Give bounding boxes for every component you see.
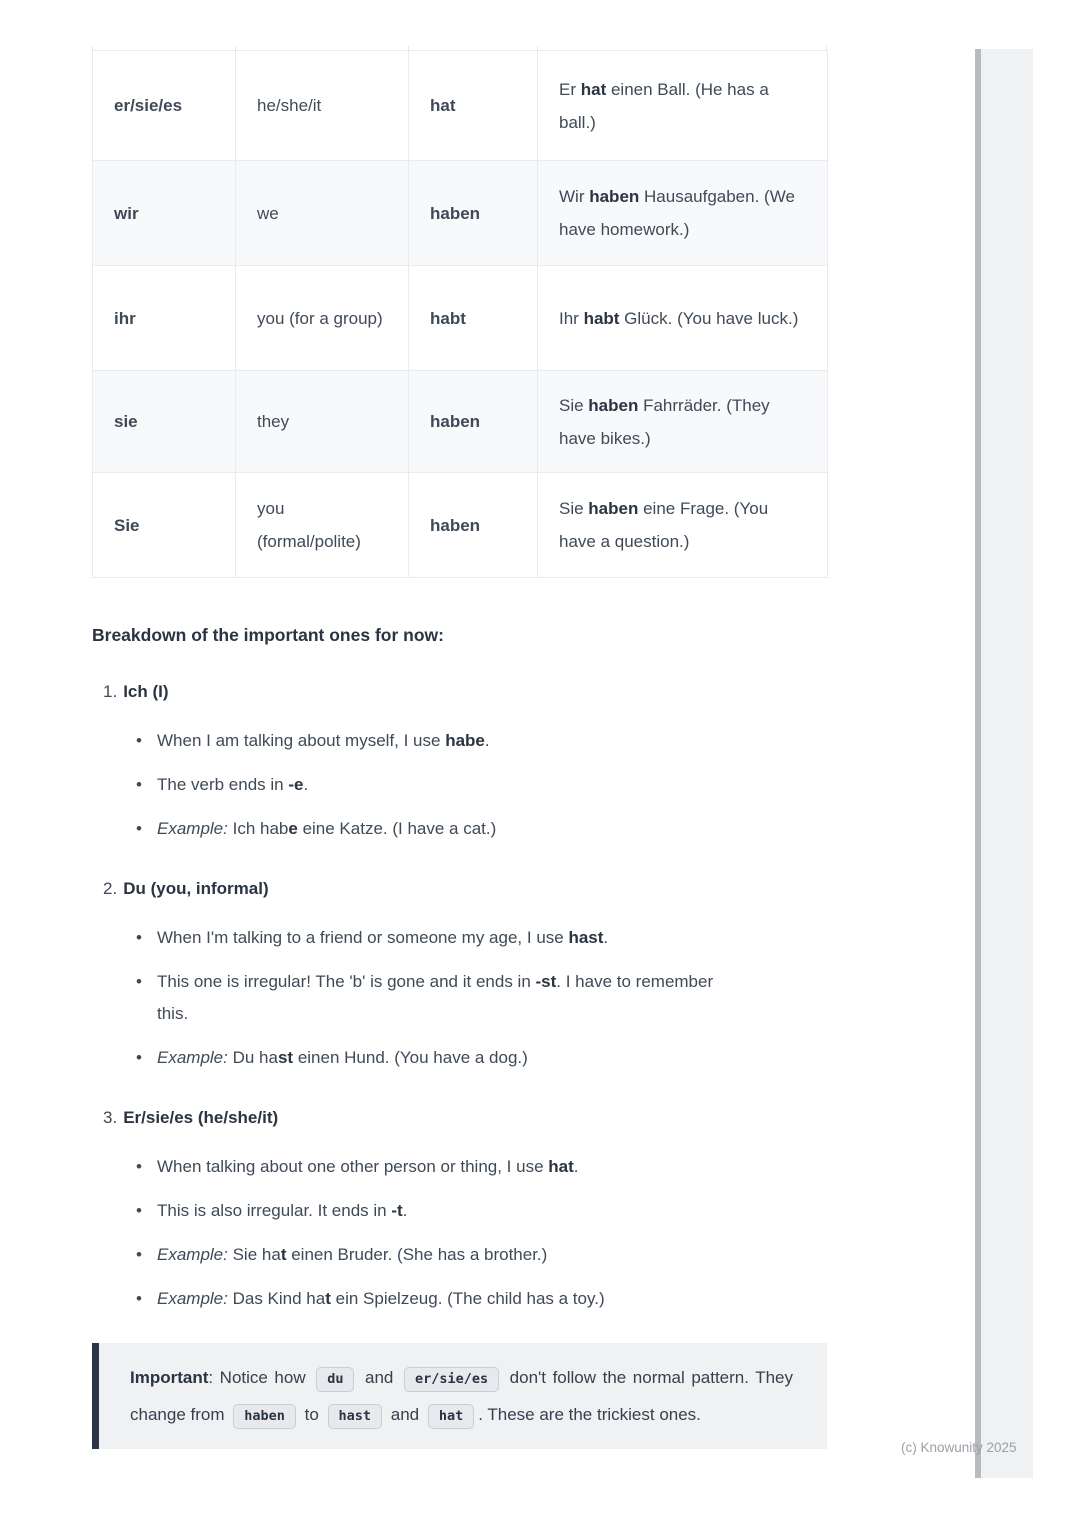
scrollbar-track[interactable] bbox=[975, 49, 1033, 1478]
callout-segment: and bbox=[386, 1405, 424, 1424]
example-text: Sie bbox=[559, 395, 589, 415]
table-cutoff-row bbox=[92, 0, 827, 50]
callout-label: Important bbox=[130, 1368, 209, 1387]
list-item bbox=[135, 725, 743, 757]
bullet-bold: -e bbox=[288, 775, 304, 794]
code-chip-hat: hat bbox=[428, 1404, 474, 1429]
list-item bbox=[135, 1283, 743, 1315]
cell-english: he/she/it bbox=[236, 51, 409, 161]
cell-example bbox=[538, 371, 828, 473]
bullet-italic: Example: bbox=[157, 1245, 228, 1264]
example-verb: hat bbox=[580, 79, 607, 99]
bullet-text: Das Kind ha bbox=[227, 1289, 326, 1308]
cell-pronoun: wir bbox=[93, 161, 236, 266]
bullet-italic: Example: bbox=[157, 1048, 228, 1067]
section-number: 2. bbox=[103, 879, 118, 898]
table-row bbox=[93, 266, 828, 371]
bullet-bold: hat bbox=[548, 1157, 574, 1176]
code-chip-haben: haben bbox=[233, 1404, 296, 1429]
bullet-bold: t bbox=[325, 1289, 331, 1308]
bullet-text: Sie ha bbox=[227, 1245, 281, 1264]
example-verb: habt bbox=[583, 308, 620, 328]
cell-english: we bbox=[236, 161, 409, 266]
table-border-stub bbox=[235, 46, 236, 50]
bullet-text: . bbox=[402, 1201, 408, 1220]
code-chip-er-sie-es: er/sie/es bbox=[404, 1367, 499, 1392]
cell-example bbox=[538, 266, 828, 371]
bullet-text: The verb ends in bbox=[157, 775, 289, 794]
example-text: Wir bbox=[559, 187, 590, 206]
example-text: einen Ball. (He has a ball.) bbox=[559, 79, 769, 132]
bullet-italic: Example: bbox=[157, 1289, 228, 1308]
cell-verb: haben bbox=[409, 473, 538, 578]
bullet-bold: -st bbox=[535, 972, 557, 991]
bullet-text: . bbox=[573, 1157, 579, 1176]
bullet-text: eine Katze. (I have a cat.) bbox=[297, 819, 497, 838]
important-callout bbox=[92, 1343, 827, 1449]
callout-segment: . These are the trickiest ones. bbox=[478, 1405, 701, 1424]
list-item bbox=[135, 922, 743, 954]
cell-verb: habt bbox=[409, 266, 538, 371]
list-item bbox=[135, 813, 743, 845]
example-text: Sie bbox=[559, 499, 589, 518]
example-text: Glück. (You have luck.) bbox=[619, 308, 799, 328]
example-verb: haben bbox=[588, 499, 639, 518]
scrollbar-thumb[interactable] bbox=[975, 49, 981, 1478]
section-number: 3. bbox=[103, 1108, 118, 1127]
callout-segment: don't follow the normal pattern. They change from bbox=[130, 1368, 794, 1424]
cell-pronoun: Sie bbox=[93, 473, 236, 578]
bullet-text: . bbox=[484, 731, 490, 750]
bullet-text: . I have to remember this. bbox=[157, 972, 714, 1023]
cell-example bbox=[538, 161, 828, 266]
bullet-text: . bbox=[303, 775, 309, 794]
breakdown-heading: Breakdown of the important ones for now: bbox=[92, 625, 444, 645]
callout-text bbox=[130, 1359, 793, 1433]
section-header-1 bbox=[103, 678, 827, 705]
bullet-bold: habe bbox=[445, 731, 485, 750]
bullet-text: . bbox=[603, 928, 609, 947]
bullet-bold: -t bbox=[391, 1201, 403, 1220]
cell-pronoun: sie bbox=[93, 371, 236, 473]
callout-segment: and bbox=[358, 1368, 400, 1387]
section-header-3 bbox=[103, 1104, 827, 1131]
bullet-text: When I'm talking to a friend or someone my age, I use bbox=[157, 928, 569, 947]
table-border-stub bbox=[826, 46, 827, 50]
table-row bbox=[93, 473, 828, 578]
bullet-text: This is also irregular. It ends in bbox=[157, 1201, 392, 1220]
bullet-bold: t bbox=[280, 1245, 287, 1264]
section-title: Er/sie/es (he/she/it) bbox=[123, 1108, 279, 1127]
bullet-text: ein Spielzeug. (The child has a toy.) bbox=[330, 1289, 605, 1308]
cell-english: you (formal/polite) bbox=[236, 473, 409, 578]
section-title: Ich (I) bbox=[123, 682, 169, 701]
list-item bbox=[135, 1151, 743, 1183]
cell-pronoun: ihr bbox=[93, 266, 236, 371]
example-verb: haben bbox=[589, 187, 640, 206]
cell-verb: haben bbox=[409, 161, 538, 266]
bullet-text: When I am talking about myself, I use bbox=[157, 731, 446, 750]
bullet-list bbox=[135, 1151, 827, 1315]
bullet-bold: e bbox=[288, 819, 298, 838]
code-chip-hast: hast bbox=[328, 1404, 383, 1429]
table-row bbox=[93, 51, 828, 161]
list-item bbox=[135, 769, 743, 801]
cell-verb: hat bbox=[409, 51, 538, 161]
bullet-text: Du ha bbox=[227, 1048, 278, 1067]
example-text: Er bbox=[559, 79, 581, 99]
table-border-stub bbox=[408, 46, 409, 50]
bullet-bold: st bbox=[277, 1048, 294, 1067]
cell-english: they bbox=[236, 371, 409, 473]
example-text: Fahrräder. (They have bikes.) bbox=[559, 395, 770, 448]
table-row bbox=[93, 161, 828, 266]
list-item bbox=[135, 1239, 743, 1271]
watermark: (c) Knowunity 2025 bbox=[901, 1440, 1017, 1455]
callout-segment: to bbox=[299, 1405, 324, 1424]
section-title: Du (you, informal) bbox=[123, 879, 269, 898]
table-border-stub bbox=[537, 46, 538, 50]
cell-english: you (for a group) bbox=[236, 266, 409, 371]
bullet-text: When talking about one other person or thing, I use bbox=[157, 1157, 549, 1176]
section-header-2 bbox=[103, 875, 827, 902]
cell-pronoun: er/sie/es bbox=[93, 51, 236, 161]
bullet-text: This one is irregular! The 'b' is gone and it ends in bbox=[157, 972, 536, 991]
bullet-bold: hast bbox=[568, 928, 604, 947]
example-text: Hausaufgaben. (We have homework.) bbox=[559, 187, 795, 239]
list-item bbox=[135, 1042, 743, 1074]
code-chip-du: du bbox=[316, 1367, 354, 1392]
example-text: Ihr bbox=[559, 308, 584, 328]
bullet-text: Ich hab bbox=[227, 819, 289, 838]
bullet-list bbox=[135, 725, 827, 845]
callout-segment: : Notice how bbox=[208, 1368, 313, 1387]
bullet-text: einen Hund. (You have a dog.) bbox=[293, 1048, 528, 1067]
document-content bbox=[92, 0, 827, 1449]
cell-example bbox=[538, 473, 828, 578]
table-border-stub bbox=[92, 46, 93, 50]
bullet-list bbox=[135, 922, 827, 1074]
section-number: 1. bbox=[103, 682, 118, 701]
list-item bbox=[135, 966, 743, 1030]
cell-example bbox=[538, 51, 828, 161]
list-item bbox=[135, 1195, 743, 1227]
conjugation-table bbox=[92, 50, 828, 578]
bullet-text: einen Bruder. (She has a brother.) bbox=[286, 1245, 548, 1264]
bullet-italic: Example: bbox=[157, 819, 228, 838]
example-text: eine Frage. (You have a question.) bbox=[559, 499, 769, 551]
example-verb: haben bbox=[588, 395, 639, 415]
table-row bbox=[93, 371, 828, 473]
cell-verb: haben bbox=[409, 371, 538, 473]
